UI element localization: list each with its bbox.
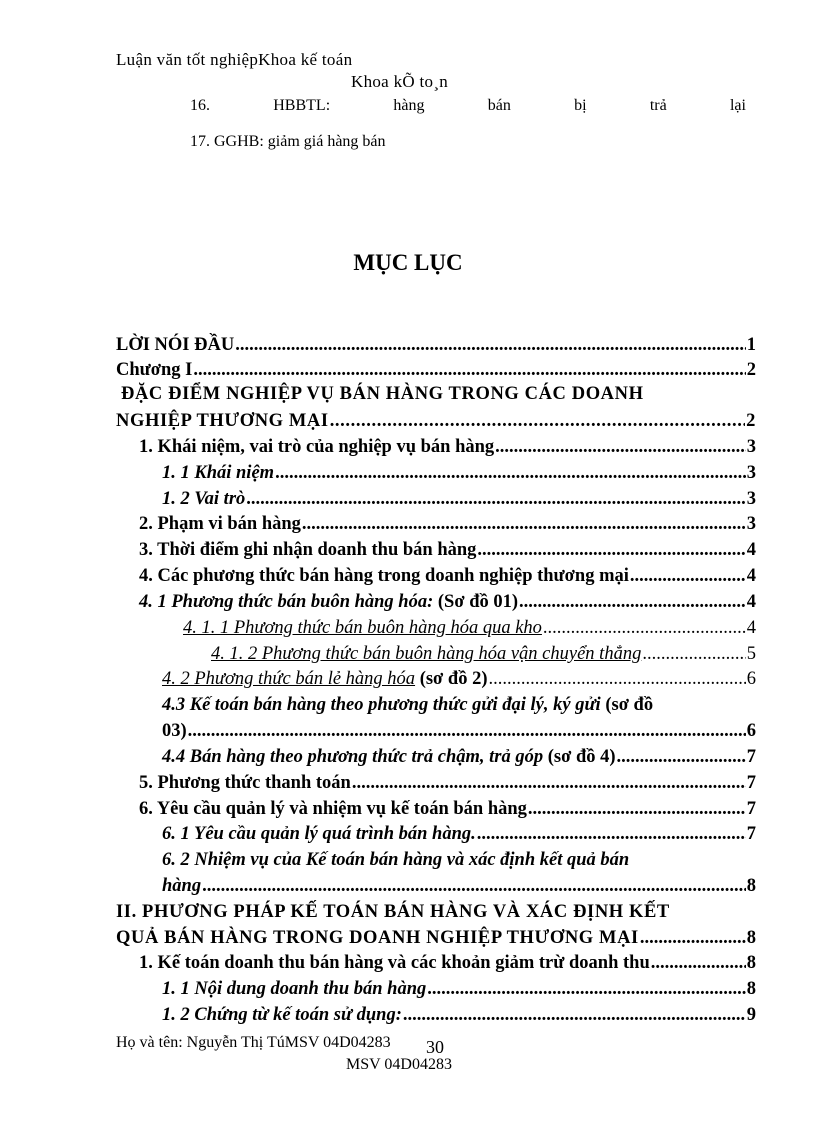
toc-entry-section-6-1[interactable]: 6. 1 Yêu cầu quản lý quá trình bán hàng. ..... 7 bbox=[162, 822, 756, 846]
toc-entry-section-4[interactable]: 4. Các phương thức bán hàng trong doanh nghiệp thương mại ..... 4 bbox=[139, 564, 756, 588]
abbr16-word: trả bbox=[649, 97, 667, 114]
toc-entry-section-1-2[interactable]: 1. 2 Vai trò ..... 3 bbox=[162, 487, 756, 511]
toc-entry-part-2-section-1-2[interactable]: 1. 2 Chứng từ kế toán sử dụng: ..... 9 bbox=[162, 1003, 756, 1027]
toc-entry-section-3[interactable]: 3. Thời điểm ghi nhận doanh thu bán hàng ..... 4 bbox=[139, 538, 756, 562]
toc-entry-section-4-2[interactable]: 4. 2 Phương thức bán lẻ hàng hóa (sơ đồ 2) ..... 6 bbox=[162, 667, 756, 691]
abbr16-word: 16. bbox=[190, 97, 210, 114]
abbr16-word: lại bbox=[729, 97, 746, 114]
toc-entry-part-2-line-1[interactable]: II. PHƯƠNG PHÁP KẾ TOÁN BÁN HÀNG VÀ XÁC ĐỊNH KẾT bbox=[116, 902, 670, 922]
running-header-garbled: Khoa kÕ to¸n bbox=[351, 72, 449, 91]
toc-entry-part-1-line-2[interactable]: NGHIỆP THƯƠNG MẠI ..... 2 bbox=[116, 409, 756, 433]
abbr16-word: hàng bbox=[393, 97, 425, 114]
footer-student-id: MSV 04D04283 bbox=[346, 1056, 452, 1073]
toc-entry-part-1-line-1[interactable]: ĐẶC ĐIỂM NGHIỆP VỤ BÁN HÀNG TRONG CÁC DOANH bbox=[121, 384, 644, 404]
toc-entry-chapter-1[interactable]: Chương I ..... 2 bbox=[116, 358, 756, 382]
toc-entry-section-1[interactable]: 1. Khái niệm, vai trò của nghiệp vụ bán hàng ..... 3 bbox=[139, 435, 756, 459]
abbr16-word: bị bbox=[574, 97, 587, 114]
abbr16-word: HBBTL: bbox=[273, 97, 331, 114]
running-header: Luận văn tốt nghiệpKhoa kế toán bbox=[116, 50, 353, 69]
toc-entry-section-4-1[interactable]: 4. 1 Phương thức bán buôn hàng hóa: (Sơ đồ 01) ..... 4 bbox=[139, 590, 756, 614]
toc-entry-part-2-section-1-1[interactable]: 1. 1 Nội dung doanh thu bán hàng ..... 8 bbox=[162, 977, 756, 1001]
toc-entry-section-4-1-2[interactable]: 4. 1. 2 Phương thức bán buôn hàng hóa vận chuyển thẳng ..... 5 bbox=[211, 642, 756, 666]
toc-entry-section-5[interactable]: 5. Phương thức thanh toán ..... 7 bbox=[139, 771, 756, 795]
toc-entry-part-2-section-1[interactable]: 1. Kế toán doanh thu bán hàng và các khoản giảm trừ doanh thu ..... 8 bbox=[139, 951, 756, 975]
abbr16-word: bán bbox=[487, 97, 511, 114]
toc-entry-section-4-3-line-1[interactable]: 4.3 Kế toán bán hàng theo phương thức gửi đại lý, ký gửi (sơ đồ bbox=[162, 695, 654, 715]
page-number: 30 bbox=[426, 1037, 444, 1057]
footer-author: Họ và tên: Nguyễn Thị TúMSV 04D04283 bbox=[116, 1034, 391, 1051]
toc-entry-section-4-3-line-2[interactable]: 03) ..... 6 bbox=[162, 719, 756, 743]
toc-entry-section-2[interactable]: 2. Phạm vi bán hàng ..... 3 bbox=[139, 512, 756, 536]
abbreviation-17: 17. GGHB: giảm giá hàng bán bbox=[190, 133, 386, 150]
toc-entry-intro[interactable]: LỜI NÓI ĐẦU ..... 1 bbox=[116, 333, 756, 357]
toc-entry-section-1-1[interactable]: 1. 1 Khái niệm ..... 3 bbox=[162, 461, 756, 485]
toc-entry-section-4-1-1[interactable]: 4. 1. 1 Phương thức bán buôn hàng hóa qua kho ..... 4 bbox=[183, 616, 756, 640]
toc-entry-part-2-line-2[interactable]: QUẢ BÁN HÀNG TRONG DOANH NGHIỆP THƯƠNG MẠI ..... 8 bbox=[116, 926, 756, 950]
toc-entry-section-6-2-line-1[interactable]: 6. 2 Nhiệm vụ của Kế toán bán hàng và xác định kết quả bán bbox=[162, 850, 630, 870]
toc-entry-section-6[interactable]: 6. Yêu cầu quản lý và nhiệm vụ kế toán bán hàng ..... 7 bbox=[139, 797, 756, 821]
toc-title: MỤC LỤC bbox=[353, 250, 463, 275]
toc-entry-section-4-4[interactable]: 4.4 Bán hàng theo phương thức trả chậm, trả góp (sơ đồ 4) ..... 7 bbox=[162, 745, 756, 769]
toc-entry-section-6-2-line-2[interactable]: hàng ..... 8 bbox=[162, 874, 756, 898]
abbreviation-16 bbox=[190, 97, 746, 115]
